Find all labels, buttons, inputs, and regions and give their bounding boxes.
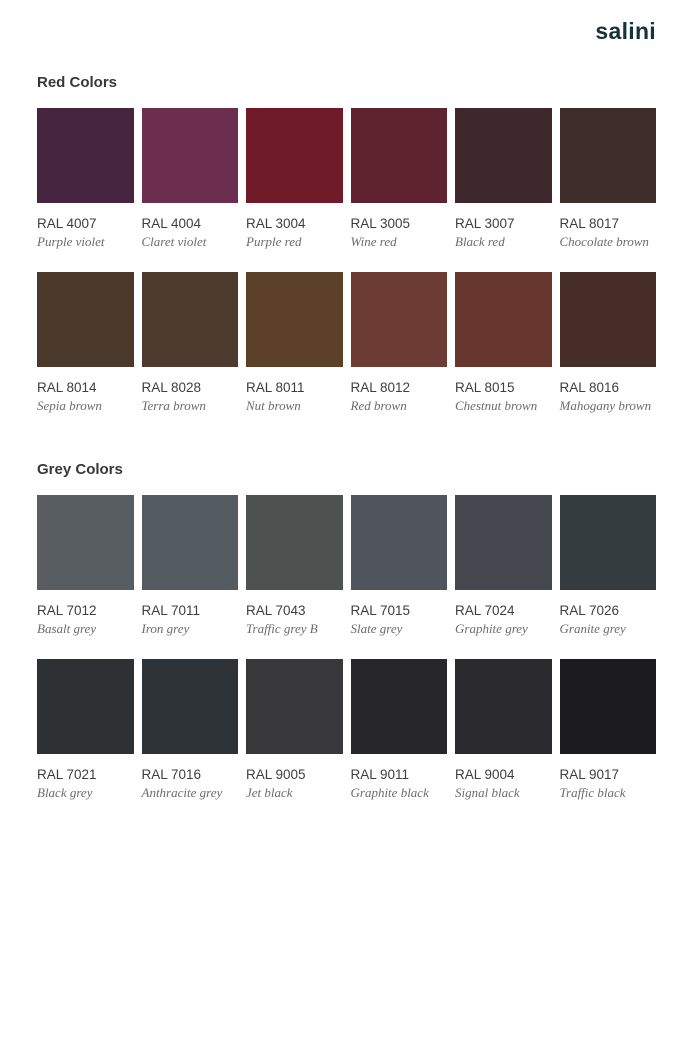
color-name-label: Sepia brown (37, 398, 102, 413)
color-name-label: Mahogany brown (559, 398, 652, 413)
ral-code-label: RAL 3007 (455, 216, 515, 231)
color-swatch-item (455, 659, 552, 801)
color-swatch (560, 495, 657, 590)
color-name-label: Traffic black (559, 785, 626, 800)
color-name-label: Traffic grey B (246, 621, 318, 636)
ral-code-label: RAL 4004 (141, 216, 202, 231)
ral-code-label: RAL 8017 (559, 216, 620, 231)
ral-code-label: RAL 9005 (246, 767, 306, 782)
ral-code-label: RAL 7012 (37, 603, 97, 618)
color-swatch-item (351, 495, 448, 637)
color-swatch (37, 272, 134, 367)
color-swatch (37, 108, 134, 203)
color-swatch-item (37, 108, 134, 250)
red-swatch-grid (37, 108, 656, 414)
color-name-label: Basalt grey (37, 621, 97, 636)
red-colors-section (0, 74, 687, 414)
color-swatch-item (37, 495, 134, 637)
ral-code-label: RAL 7015 (350, 603, 411, 618)
header (0, 0, 687, 43)
color-swatch (560, 108, 657, 203)
ral-code-label: RAL 7024 (455, 603, 515, 618)
color-swatch-item (142, 108, 239, 250)
color-name-label: Terra brown (141, 398, 206, 413)
color-name-label: Purple violet (37, 234, 105, 249)
color-swatch (142, 659, 239, 754)
color-swatch-item (455, 495, 552, 637)
ral-code-label: RAL 3005 (350, 216, 411, 231)
color-swatch-item (142, 659, 239, 801)
color-swatch-item (351, 659, 448, 801)
color-name-label: Graphite black (350, 785, 429, 800)
color-name-label: Chocolate brown (559, 234, 649, 249)
ral-code-label: RAL 8028 (141, 380, 202, 395)
color-swatch-item (351, 272, 448, 414)
color-swatch (246, 108, 343, 203)
ral-code-label: RAL 8011 (246, 380, 305, 395)
ral-code-label: RAL 7021 (37, 767, 97, 782)
color-name-label: Red brown (350, 398, 407, 413)
ral-code-label: RAL 9011 (350, 767, 410, 782)
color-swatch-item (455, 108, 552, 250)
color-swatch-item (560, 495, 657, 637)
color-name-label: Chestnut brown (455, 398, 538, 413)
color-swatch-item (37, 272, 134, 414)
color-swatch (455, 272, 552, 367)
color-swatch-item (142, 495, 239, 637)
color-swatch (37, 495, 134, 590)
color-name-label: Black grey (37, 785, 93, 800)
color-swatch-item (351, 108, 448, 250)
color-swatch-item (246, 108, 343, 250)
color-name-label: Black red (455, 234, 505, 249)
section-title-red: Red Colors (37, 74, 118, 91)
color-swatch (560, 659, 657, 754)
color-swatch (560, 272, 657, 367)
color-swatch-item (246, 659, 343, 801)
color-swatch-item (455, 272, 552, 414)
color-swatch (351, 272, 448, 367)
color-swatch (351, 659, 448, 754)
color-swatch-item (246, 272, 343, 414)
ral-code-label: RAL 9004 (455, 767, 515, 782)
grey-swatch-grid (37, 495, 656, 801)
color-swatch (455, 495, 552, 590)
salini-logo: salini (595, 18, 656, 44)
color-swatch (246, 659, 343, 754)
ral-code-label: RAL 8014 (37, 380, 97, 395)
section-title-grey: Grey Colors (37, 461, 123, 478)
color-name-label: Claret violet (141, 234, 207, 249)
color-name-label: Jet black (246, 785, 293, 800)
ral-code-label: RAL 7043 (246, 603, 306, 618)
ral-code-label: RAL 8012 (350, 380, 411, 395)
color-swatch-item (560, 272, 657, 414)
color-swatch (246, 495, 343, 590)
ral-code-label: RAL 3004 (246, 216, 306, 231)
color-swatch (351, 108, 448, 203)
ral-code-label: RAL 7026 (559, 603, 620, 618)
color-name-label: Anthracite grey (141, 785, 223, 800)
color-swatch-item (246, 495, 343, 637)
color-name-label: Slate grey (350, 621, 403, 636)
color-name-label: Granite grey (559, 621, 626, 636)
color-swatch-item (142, 272, 239, 414)
color-name-label: Signal black (455, 785, 520, 800)
color-name-label: Purple red (246, 234, 302, 249)
color-name-label: Graphite grey (455, 621, 528, 636)
color-swatch (142, 495, 239, 590)
grey-colors-section (0, 461, 687, 801)
ral-code-label: RAL 9017 (559, 767, 620, 782)
color-swatch (455, 659, 552, 754)
color-swatch (455, 108, 552, 203)
color-swatch-item (560, 659, 657, 801)
ral-code-label: RAL 8016 (559, 380, 620, 395)
color-name-label: Nut brown (246, 398, 301, 413)
ral-code-label: RAL 7011 (141, 603, 201, 618)
color-swatch (37, 659, 134, 754)
ral-code-label: RAL 4007 (37, 216, 97, 231)
color-swatch (351, 495, 448, 590)
ral-code-label: RAL 7016 (141, 767, 202, 782)
color-name-label: Wine red (350, 234, 397, 249)
color-swatch (142, 272, 239, 367)
color-swatch-item (37, 659, 134, 801)
ral-code-label: RAL 8015 (455, 380, 515, 395)
color-name-label: Iron grey (141, 621, 190, 636)
color-swatch-item (560, 108, 657, 250)
color-swatch (142, 108, 239, 203)
color-swatch (246, 272, 343, 367)
